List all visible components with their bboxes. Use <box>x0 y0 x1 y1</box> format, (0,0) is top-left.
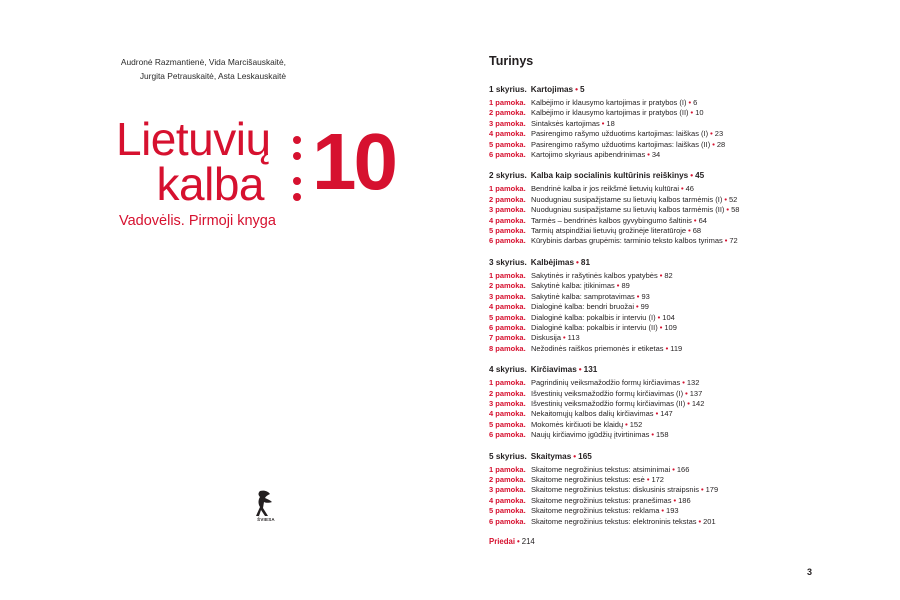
bullet: • <box>601 118 605 128</box>
toc-lesson <box>489 517 849 527</box>
lesson-page: 152 <box>629 419 643 429</box>
lesson-title: Nežodinės raiškos priemonės ir etiketas <box>531 343 664 353</box>
bullet: • <box>575 85 578 94</box>
lesson-number: 1 pamoka. <box>489 270 526 280</box>
title-word-kalba: kalba <box>156 158 264 210</box>
lesson-number: 2 pamoka. <box>489 108 526 118</box>
lesson-number: 2 pamoka. <box>489 194 526 204</box>
bullet: • <box>688 98 692 107</box>
bullet: • <box>661 506 665 516</box>
toc-lesson <box>489 420 849 430</box>
lesson-number: 6 pamoka. <box>489 430 526 440</box>
lesson-title: Nuodugniau susipažįstame su lietuvių kalbos tarmėmis (II) <box>531 205 725 215</box>
lesson-page: 147 <box>660 409 673 419</box>
lesson-number: 3 pamoka. <box>489 118 526 128</box>
lesson-page: 23 <box>714 129 724 139</box>
lesson-number: 3 pamoka. <box>489 205 526 215</box>
lesson-title: Skaitome negrožinius tekstus: elektroninis tekstas <box>531 516 697 526</box>
bullet: • <box>701 485 704 495</box>
chapter-heading <box>489 257 849 268</box>
lesson-number: 1 pamoka. <box>489 98 526 107</box>
toc-chapter <box>489 364 849 440</box>
toc-lesson <box>489 302 849 312</box>
grade-number: 10 <box>312 117 395 206</box>
lesson-title: Dialoginė kalba: bendri bruožai <box>531 302 634 312</box>
lesson-number: 1 pamoka. <box>489 378 526 388</box>
lesson-page: 58 <box>731 205 740 215</box>
lesson-number: 4 pamoka. <box>489 302 526 312</box>
lesson-number: 6 pamoka. <box>489 516 526 526</box>
lesson-number: 4 pamoka. <box>489 409 526 419</box>
toc-lesson <box>489 226 849 236</box>
lesson-number: 2 pamoka. <box>489 281 526 291</box>
lesson-page: 179 <box>705 485 719 495</box>
bullet: • <box>665 343 669 353</box>
lesson-number: 4 pamoka. <box>489 215 526 225</box>
lesson-title: Kartojimo skyriaus apibendrinimas <box>531 150 646 160</box>
lesson-page: 201 <box>703 516 716 526</box>
lesson-number: 3 pamoka. <box>489 398 526 408</box>
bullet: • <box>682 378 685 388</box>
lesson-page: 172 <box>651 474 664 484</box>
lesson-title: Mokomės kirčiuoti be klaidų <box>531 419 624 429</box>
toc-chapters <box>489 84 849 527</box>
lesson-title: Sakytinė kalba: samprotavimas <box>531 291 635 301</box>
toc-lesson <box>489 378 849 388</box>
lesson-page: 28 <box>716 139 726 149</box>
toc-lesson <box>489 344 849 354</box>
lesson-page: 186 <box>678 495 691 505</box>
lesson-page: 93 <box>641 291 650 301</box>
colon-dot <box>293 152 301 160</box>
chapter-number: 5 skyrius. <box>489 451 527 461</box>
book-title <box>116 113 416 226</box>
authors <box>121 56 286 83</box>
lesson-page: 6 <box>693 98 698 107</box>
lesson-page: 82 <box>664 270 673 280</box>
table-of-contents <box>489 54 849 546</box>
chapter-number: 2 skyrius. <box>489 171 527 181</box>
bullet: • <box>710 129 713 139</box>
lesson-number: 6 pamoka. <box>489 322 526 332</box>
lesson-number: 5 pamoka. <box>489 506 526 516</box>
bullet: • <box>625 419 628 429</box>
bullet: • <box>672 464 675 474</box>
lesson-title: Diskusija <box>531 333 562 343</box>
chapter-title: Kartojimas <box>530 85 574 94</box>
toc-lesson <box>489 475 849 485</box>
lesson-title: Naujų kirčiavimo įgūdžių įtvirtinimas <box>531 430 650 440</box>
toc-chapter <box>489 84 849 160</box>
lesson-page: 166 <box>676 464 690 474</box>
lesson-page: 142 <box>691 398 705 408</box>
lesson-title: Skaitome negrožinius tekstus: pranešimas <box>531 495 672 505</box>
lesson-page: 132 <box>686 378 700 388</box>
bullet: • <box>680 184 684 194</box>
bullet: • <box>724 236 728 246</box>
lesson-number: 1 pamoka. <box>489 184 526 194</box>
lesson-title: Skaitome negrožinius tekstus: diskusinis straipsnis <box>531 485 699 495</box>
bullet: • <box>655 409 659 419</box>
bullet: • <box>651 430 655 440</box>
lesson-title: Pagrindinių veiksmažodžio formų kirčiavimas <box>531 378 681 388</box>
lesson-page: 64 <box>698 215 707 225</box>
bullet: • <box>517 537 520 546</box>
toc-chapter <box>489 170 849 246</box>
chapter-heading <box>489 364 849 375</box>
lesson-title: Išvestinių veiksmažodžio formų kirčiavimas (II) <box>531 398 686 408</box>
toc-chapter <box>489 257 849 354</box>
title-word-lietuviu: Lietuvių <box>116 113 271 165</box>
toc-lesson <box>489 271 849 281</box>
lesson-title: Nekaitomųjų kalbos dalių kirčiavimas <box>531 409 654 419</box>
lesson-number: 8 pamoka. <box>489 343 526 353</box>
chapter-number: 4 skyrius. <box>489 365 527 375</box>
lesson-page: 89 <box>621 281 630 291</box>
lesson-number: 5 pamoka. <box>489 312 526 322</box>
lesson-number: 1 pamoka. <box>489 464 526 474</box>
bullet: • <box>657 312 661 322</box>
bullet: • <box>673 495 677 505</box>
toc-lesson <box>489 409 849 419</box>
toc-lesson <box>489 506 849 516</box>
chapter-heading <box>489 451 849 462</box>
bullet: • <box>659 322 663 332</box>
toc-lesson <box>489 292 849 302</box>
toc-lesson <box>489 485 849 495</box>
lesson-title: Skaitome negrožinius tekstus: esė <box>531 474 645 484</box>
lesson-page: 109 <box>664 322 677 332</box>
bullet: • <box>690 108 694 118</box>
lesson-number: 6 pamoka. <box>489 150 526 160</box>
chapter-page: 5 <box>579 85 585 94</box>
toc-lesson <box>489 313 849 323</box>
toc-lesson <box>489 399 849 409</box>
bullet: • <box>712 139 715 149</box>
toc-lesson <box>489 236 849 246</box>
colon-dot <box>293 193 301 201</box>
colon-dot <box>293 136 301 144</box>
toc-appendix <box>489 537 849 546</box>
lesson-title: Kūrybinis darbas grupėmis: tarminio teksto kalbos tyrimas <box>531 236 723 246</box>
lesson-page: 99 <box>640 302 649 312</box>
toc-lesson <box>489 184 849 194</box>
toc-lesson <box>489 323 849 333</box>
toc-lesson <box>489 496 849 506</box>
right-page <box>450 0 900 600</box>
lesson-number: 6 pamoka. <box>489 236 526 246</box>
lesson-title: Skaitome negrožinius tekstus: reklama <box>531 506 660 516</box>
lesson-title: Bendrinė kalba ir jos reikšmė lietuvių kultūrai <box>531 184 679 194</box>
toc-lesson <box>489 195 849 205</box>
appendix-page: 214 <box>521 537 535 546</box>
chapter-page: 45 <box>695 171 705 181</box>
bullet: • <box>635 302 639 312</box>
lesson-title: Skaitome negrožinius tekstus: atsiminimai <box>531 464 671 474</box>
bullet: • <box>647 150 650 160</box>
lesson-number: 4 pamoka. <box>489 495 526 505</box>
bullet: • <box>573 451 577 461</box>
chapter-title: Kalbėjimas <box>530 257 575 267</box>
lesson-page: 18 <box>606 118 615 128</box>
bullet: • <box>693 215 697 225</box>
appendix-label: Priedai <box>489 537 516 546</box>
chapter-title: Kirčiavimas <box>530 365 577 375</box>
chapter-number: 1 skyrius. <box>489 85 527 94</box>
lesson-number: 5 pamoka. <box>489 139 526 149</box>
chapter-heading <box>489 84 849 95</box>
bullet: • <box>688 226 691 236</box>
bullet: • <box>576 257 579 267</box>
bullet: • <box>636 291 640 301</box>
toc-lesson <box>489 216 849 226</box>
lesson-number: 4 pamoka. <box>489 129 526 139</box>
lesson-title: Kalbėjimo ir klausymo kartojimas ir pratybos (II) <box>531 108 689 118</box>
toc-lesson <box>489 430 849 440</box>
lesson-page: 72 <box>729 236 738 246</box>
bullet: • <box>578 365 582 375</box>
lesson-page: 104 <box>662 312 675 322</box>
bullet: • <box>724 194 727 204</box>
bullet: • <box>726 205 730 215</box>
lesson-title: Pasirengimo rašymo užduotims kartojimas: laiškas (II) <box>531 139 711 149</box>
bullet: • <box>646 474 650 484</box>
bullet: • <box>685 388 688 398</box>
lesson-page: 119 <box>670 343 683 353</box>
lesson-title: Pasirengimo rašymo užduotims kartojimas: laiškas (I) <box>531 129 709 139</box>
bullet: • <box>687 398 690 408</box>
publisher-name: ŠVIESA <box>257 517 275 522</box>
lesson-page: 52 <box>728 194 738 204</box>
lesson-number: 5 pamoka. <box>489 419 526 429</box>
lesson-title: Sintaksės kartojimas <box>531 118 600 128</box>
chapter-page: 131 <box>583 365 598 375</box>
bullet: • <box>698 516 702 526</box>
lesson-page: 158 <box>656 430 669 440</box>
lesson-title: Sakytinės ir rašytinės kalbos ypatybės <box>531 270 658 280</box>
toc-lesson <box>489 281 849 291</box>
toc-lesson <box>489 333 849 343</box>
lesson-title: Išvestinių veiksmažodžio formų kirčiavimas (I) <box>531 388 684 398</box>
bullet: • <box>690 171 694 181</box>
toc-lesson <box>489 205 849 215</box>
chapter-title: Skaitymas <box>530 451 572 461</box>
authors-line: Jurgita Petrauskaitė, Asta Leskauskaitė <box>139 70 286 81</box>
toc-lesson <box>489 140 849 150</box>
lesson-page: 68 <box>692 226 702 236</box>
toc-lesson <box>489 150 849 160</box>
bullet: • <box>563 333 566 343</box>
toc-lesson <box>489 108 849 118</box>
colon-dot <box>293 177 301 185</box>
lesson-number: 7 pamoka. <box>489 333 526 343</box>
chapter-title: Kalba kaip socialinis kultūrinis reiškinys <box>530 171 689 181</box>
chapter-number: 3 skyrius. <box>489 257 527 267</box>
page-number: 3 <box>806 567 812 577</box>
toc-chapter <box>489 451 849 527</box>
lesson-number: 5 pamoka. <box>489 226 526 236</box>
lesson-page: 137 <box>689 388 703 398</box>
lesson-number: 3 pamoka. <box>489 485 526 495</box>
toc-lesson <box>489 98 849 108</box>
lesson-title: Dialoginė kalba: pokalbis ir interviu (II) <box>531 322 658 332</box>
lesson-page: 46 <box>685 184 694 194</box>
lesson-page: 193 <box>666 506 679 516</box>
bullet: • <box>616 281 620 291</box>
bullet: • <box>659 270 663 280</box>
lesson-title: Kalbėjimo ir klausymo kartojimas ir pratybos (I) <box>531 98 687 107</box>
lesson-number: 3 pamoka. <box>489 291 526 301</box>
lesson-page: 10 <box>695 108 704 118</box>
chapter-heading <box>489 170 849 181</box>
toc-heading: Turinys <box>489 54 534 68</box>
toc-lesson <box>489 129 849 139</box>
lesson-title: Sakytinė kalba: įtikinimas <box>531 281 615 291</box>
lesson-title: Nuodugniau susipažįstame su lietuvių kalbos tarmėmis (I) <box>531 194 723 204</box>
lesson-page: 34 <box>651 150 661 160</box>
lesson-number: 2 pamoka. <box>489 474 526 484</box>
lesson-number: 2 pamoka. <box>489 388 526 398</box>
toc-lesson <box>489 389 849 399</box>
toc-lesson <box>489 465 849 475</box>
chapter-page: 165 <box>578 451 592 461</box>
lesson-page: 113 <box>567 333 580 343</box>
subtitle: Vadovėlis. Pirmoji knyga <box>119 213 276 229</box>
lesson-title: Dialoginė kalba: pokalbis ir interviu (I) <box>531 312 656 322</box>
authors-line: Audronė Razmantienė, Vida Marcišauskaitė, <box>120 57 286 67</box>
lesson-title: Tarmių atspindžiai lietuvių grožinėje literatūroje <box>531 226 687 236</box>
toc-lesson <box>489 119 849 129</box>
lesson-title: Tarmės – bendrinės kalbos gyvybingumo šaltinis <box>531 215 692 225</box>
chapter-page: 81 <box>580 257 590 267</box>
